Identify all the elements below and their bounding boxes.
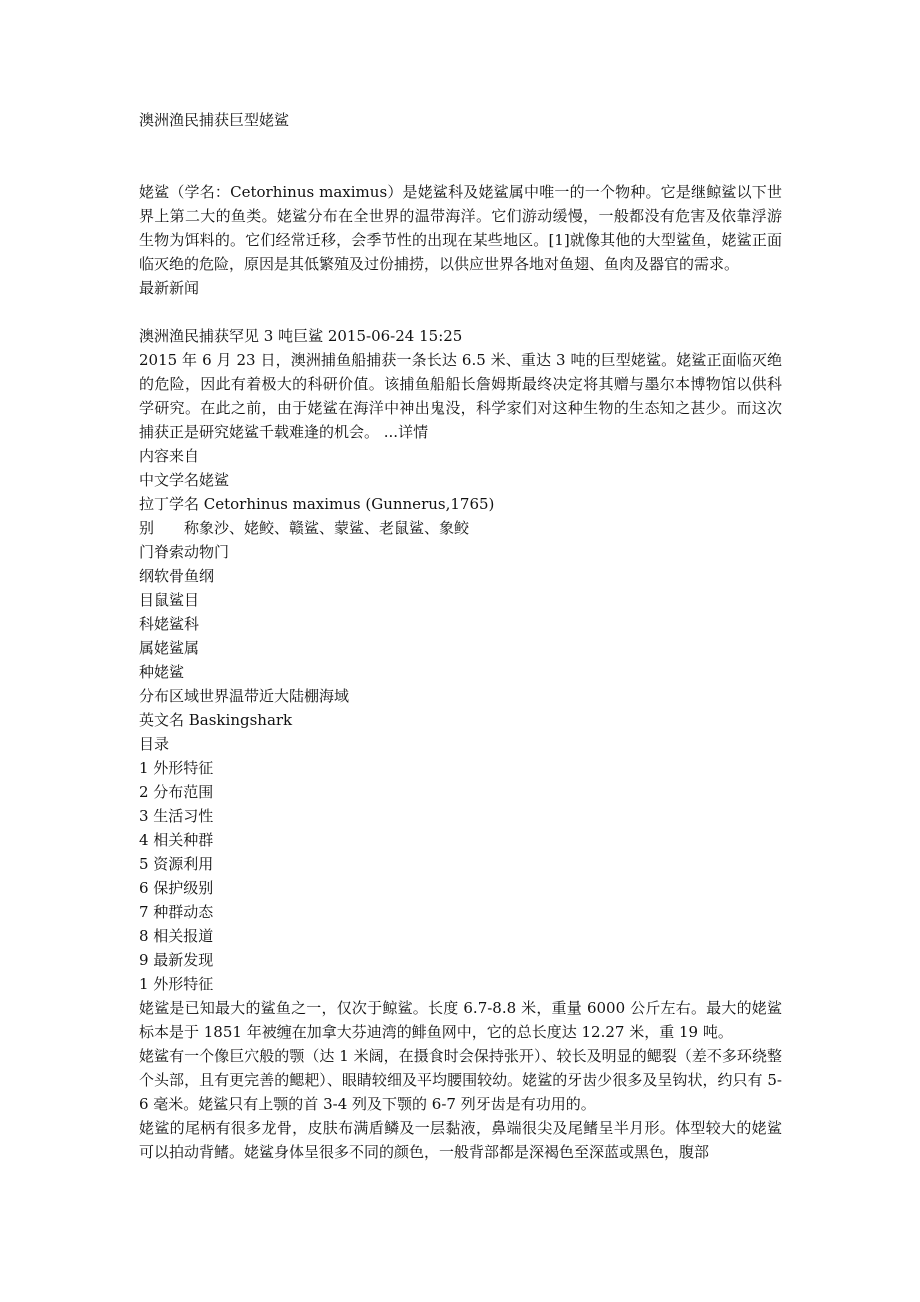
- toc-item: 9 最新发现: [139, 951, 214, 969]
- spacer: [139, 132, 782, 156]
- toc-item: 2 分布范围: [139, 783, 214, 801]
- section-heading: 1 外形特征: [139, 975, 214, 993]
- toc-item: 8 相关报道: [139, 927, 214, 945]
- info-item: 分布区域世界温带近大陆棚海域: [139, 687, 350, 705]
- page-title: 澳洲渔民捕获巨型姥鲨: [139, 111, 290, 129]
- news-headline: 澳洲渔民捕获罕见 3 吨巨鲨 2015-06-24 15:25: [139, 327, 463, 345]
- info-item: 科姥鲨科: [139, 615, 200, 633]
- info-item: 门脊索动物门: [139, 543, 230, 561]
- info-item: 内容来自: [139, 447, 200, 465]
- info-item: 中文学名姥鲨: [139, 471, 230, 489]
- spacer: [139, 300, 782, 324]
- info-item: 拉丁学名 Cetorhinus maximus (Gunnerus,1765): [139, 495, 495, 513]
- info-list: [139, 444, 782, 732]
- table-of-contents: [139, 756, 782, 972]
- section-paragraph: 姥鲨有一个像巨穴般的颚（达 1 米阔，在摄食时会保持张开）、较长及明显的鳃裂（差不多环绕整个头部，且有更完善的鳃耙）、眼睛较细及平均腰围较幼。姥鲨的牙齿少很多及呈钩状，约只有 5-6 毫米。姥鲨只有上颚的首 3-4 列及下颚的 6-7 列牙齿是有功用的。: [139, 1047, 782, 1113]
- toc-item: 3 生活习性: [139, 807, 214, 825]
- toc-item: 7 种群动态: [139, 903, 214, 921]
- document-page: [139, 108, 782, 1164]
- toc-item: 1 外形特征: [139, 759, 214, 777]
- info-item: 目鼠鲨目: [139, 591, 200, 609]
- toc-item: 6 保护级别: [139, 879, 214, 897]
- toc-label: 目录: [139, 735, 170, 753]
- info-item: 英文名 Baskingshark: [139, 711, 293, 729]
- spacer: [139, 156, 782, 180]
- intro-paragraph: 姥鲨（学名：Cetorhinus maximus）是姥鲨科及姥鲨属中唯一的一个物种。它是继鲸鲨以下世界上第二大的鱼类。姥鲨分布在全世界的温带海洋。它们游动缓慢，一般都没有危害及依靠浮游生物为饵料的。它们经常迁移，会季节性的出现在某些地区。[1]就像其他的大型鲨鱼，姥鲨正面临灭绝的危险，原因是其低繁殖及过份捕捞，以供应世界各地对鱼翅、鱼肉及器官的需求。: [139, 183, 782, 273]
- info-item: 别 称象沙、姥鲛、赣鲨、蒙鲨、老鼠鲨、象鲛: [139, 519, 470, 537]
- toc-item: 5 资源利用: [139, 855, 214, 873]
- toc-item: 4 相关种群: [139, 831, 214, 849]
- latest-news-label: 最新新闻: [139, 279, 200, 297]
- section-paragraph: 姥鲨的尾柄有很多龙骨，皮肤布满盾鳞及一层黏液，鼻端很尖及尾鳍呈半月形。体型较大的姥鲨可以拍动背鳍。姥鲨身体呈很多不同的颜色，一般背部都是深褐色至深蓝或黑色，腹部: [139, 1119, 782, 1161]
- news-body: 2015 年 6 月 23 日，澳洲捕鱼船捕获一条长达 6.5 米、重达 3 吨的巨型姥鲨。姥鲨正面临灭绝的危险，因此有着极大的科研价值。该捕鱼船船长詹姆斯最终决定将其赠与墨尔本博物馆以供科学研究。在此之前，由于姥鲨在海洋中神出鬼没，科学家们对这种生物的生态知之甚少。而这次捕获正是研究姥鲨千载难逢的机会。 ...详情: [139, 351, 782, 441]
- info-item: 纲软骨鱼纲: [139, 567, 215, 585]
- info-item: 属姥鲨属: [139, 639, 200, 657]
- info-item: 种姥鲨: [139, 663, 185, 681]
- section-paragraph: 姥鲨是已知最大的鲨鱼之一，仅次于鲸鲨。长度 6.7-8.8 米，重量 6000 公斤左右。最大的姥鲨标本是于 1851 年被缠在加拿大芬迪湾的鲱鱼网中，它的总长度达 12.27 米，重 19 吨。: [139, 999, 782, 1041]
